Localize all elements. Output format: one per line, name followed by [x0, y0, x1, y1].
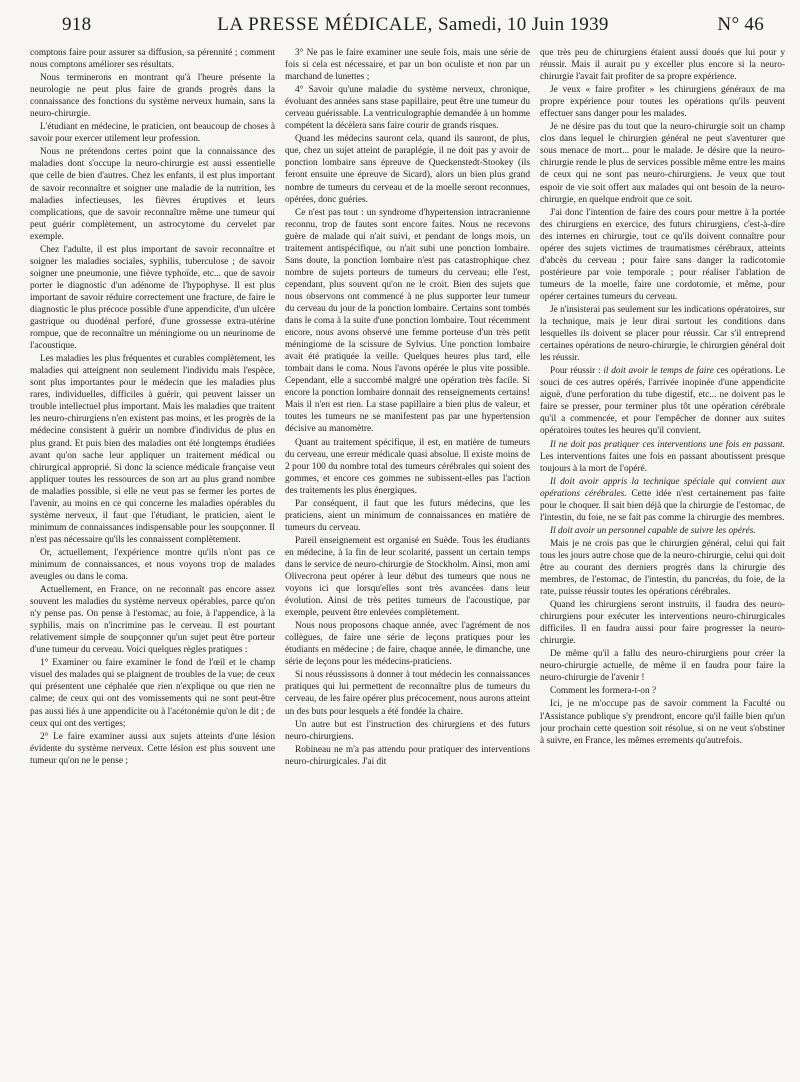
paragraph-text: J'ai donc l'intention de faire des cours pour mettre à la portée des chirurgiens en exercice, des futurs chirurgiens, c'est-à-dire des internes en chirurgie, tout ce qu'ils doivent connaître pour opérer des sujets victimes de traumatismes cérébraux, atteints d'abcès du cerveau ; pour faire sans danger la radicotomie postérieure par voie temporale ; pour réaliser l'ablation de tumeurs de la moelle, faire une cordotomie, et même, pour opérer certaines tumeurs du cerveau.	[540, 207, 785, 302]
paragraph	[30, 657, 275, 729]
paragraph	[540, 476, 785, 524]
masthead	[62, 14, 764, 36]
paragraph	[285, 535, 530, 619]
paragraph-text: Quant au traitement spécifique, il est, en matière de tumeurs du cerveau, une erreur médicale quasi absolue. Il existe moins de 2 pour 100 du nombre total des tumeurs cérébrales qui soient des gommes, et encore ces gommes ne subissent-elles pas l'action des traitements les plus énergiques.	[285, 437, 530, 496]
column-1	[30, 47, 275, 1071]
paragraph-text: Actuellement, en France, on ne reconnaît pas encore assez souvent les maladies du système nerveux opérables, parce qu'on n'y pense pas. On pense à l'estomac, au foie, à l'appendice, à la syphilis, mais on n'incrimine pas le cerveau. Il est pourtant relativement simple de soupçonner qu'un sujet peut être porteur d'une tumeur du cerveau. Voici quelques règles pratiques :	[30, 585, 275, 656]
paragraph	[540, 84, 785, 120]
emphasis-text: Il doit avoir un personnel capable de suivre les opérés.	[550, 525, 756, 536]
paragraph	[540, 525, 785, 537]
paragraph	[540, 121, 785, 205]
paragraph-text: Quand les chirurgiens seront instruits, il faudra des neuro-chirurgiens pour exécuter les interventions neuro-chirurgicales difficiles. Il en faudra aussi pour faire progresser la neuro-chirurgie.	[540, 600, 785, 647]
paragraph-text: De même qu'il a fallu des neuro-chirurgiens pour créer la neuro-chirurgie actuelle, de même il en faudra pour faire la neuro-chirurgie de l'avenir !	[540, 649, 785, 684]
paragraph	[540, 648, 785, 684]
paragraph-text: Si nous réussissons à donner à tout médecin les connaissances pratiques qui lui permettent de reconnaître plus de tumeurs du cerveau, de les faire opérer plus précocement, nous aurons atteint un des buts pour lesquels a été fondée la chaire.	[285, 670, 530, 717]
paragraph	[540, 439, 785, 475]
paragraph	[540, 365, 785, 437]
paragraph-text-continued: ces opérations. Le souci de ces autres opérés, l'arrivée inopinée d'une appendicite aiguë, d'une perforation du tube digestif, etc... ne doivent pas le faire se presser, pour terminer plus tôt une opération cérébrale qu'il a commencée, et pour l'empêcher de donner aux suites opératoires toutes les heures qu'il convient.	[540, 366, 785, 437]
paragraph	[540, 685, 785, 697]
paragraph-text: Ce n'est pas tout : un syndrome d'hypertension intracranienne reconnu, trop de fautes sont encore faites. Nous ne recevons guère de malade qui n'ait suivi, et pendant de longs mois, un traitement antispécifique, ou n'ait subi une ponction lombaire. Sans doute, la ponction lombaire n'est pas catastrophique chez nombre de sujets porteurs de tumeurs du cerveau; elle l'est, cependant, plus souvent qu'on ne le croit. Bien des sujets que nous observons ont commencé à ne plus supporter leur tumeur du cerveau du jour de la ponction lombaire. Certains sont tombés dans le coma à la suite d'une ponction lombaire. Tout récemment encore, nous avons observé une femme porteuse d'un très petit méningiome de la scissure de Sylvius. Une ponction lombaire avait été pratiquée la veille. Quelques heures plus tard, elle tombait dans le coma. Nous l'avons opérée le plus vite possible. Cependant, elle a succombé malgré une opération très facile. Si encore la ponction lombaire donnait des renseignements certains! Mais il n'en est rien. La stase papillaire a bien plus de valeur, et toutes les tumeurs ne se manifestent pas par une hypertension décisive au manomètre.	[285, 207, 530, 435]
paragraph-text: que très peu de chirurgiens étaient aussi doués que lui pour y réussir. Mais il aurait pu y exceller plus encore si la neuro-chirurgie l'avait fait profiter de sa propre expérience.	[540, 48, 785, 83]
paragraph-text: Nous nous proposons chaque année, avec l'agrément de nos collègues, de faire une série de leçons pratiques pour les étudiants en médecine ; de faire, chaque année, le dimanche, une série de leçons pour les médecins-praticiens.	[285, 621, 530, 668]
paragraph	[285, 133, 530, 205]
paragraph	[30, 244, 275, 352]
paragraph	[30, 121, 275, 145]
paragraph	[285, 669, 530, 717]
paragraph	[285, 719, 530, 743]
paragraph-text: Chez l'adulte, il est plus important de savoir reconnaître et soigner les maladies sociales, syphilis, tuberculose ; de savoir soigner une pneumonie, une fièvre typhoïde, etc... que de savoir porter le diagnostic d'un adénome de l'hypophyse. Il est plus important de savoir réduire correctement une fracture, de faire le diagnostic le plus précoce possible d'une appendicite, d'un ulcère gastrique ou duodénal perforé, d'une grossesse extra-utérine rompue, que de reconnaître un méningiome ou un neurinome de l'acoustique.	[30, 244, 275, 352]
paragraph	[540, 207, 785, 303]
page-number: 918	[62, 14, 92, 35]
paragraph-text: Pareil enseignement est organisé en Suède. Tous les étudiants en médecine, à la fin de leur scolarité, passent un certain temps dans le service de neuro-chirurgie de Stockholm. Ainsi, mon ami Olivecrona peut opérer à leur début des tumeurs que nous ne voyons ici que lorsqu'elles sont très avancées dans leur évolution. Ainsi de très petites tumeurs de l'acoustique, par exemple, peuvent être enlevées complètement.	[285, 535, 530, 619]
paragraph	[30, 72, 275, 120]
paragraph-text: 3° Ne pas le faire examiner une seule fois, mais une série de fois si cela est nécessaire, et par un bon oculiste et non par un marchand de lunettes ;	[285, 48, 530, 83]
paragraph	[30, 547, 275, 583]
paragraph	[30, 584, 275, 656]
paragraph-text-continued: Les interventions faites une fois en passant aboutissent presque toujours à la mort de l'opéré.	[540, 451, 785, 474]
journal-title: LA PRESSE MÉDICALE,	[217, 14, 433, 35]
emphasis-text: Il ne doit pas pratiquer ces interventions une fois en passant.	[550, 439, 785, 450]
emphasis-text: Il doit avoir appris la technique spéciale qui convient aux opérations cérébrales.	[540, 476, 785, 499]
paragraph	[285, 744, 530, 768]
paragraph-text: Quand les médecins sauront cela, quand ils sauront, de plus, que, chez un sujet atteint de paraplégie, il ne doit pas y avoir de ponction lombaire sans épreuve de Queckenstedt-Stookey (ils feront ensuite une épreuve de Sicard), alors un bien plus grand nombre de tumeurs du cerveau et de la moelle seront reconnues, opérées, donc guéries.	[285, 134, 530, 205]
paragraph-text: Nous ne prétendons certes point que la connaissance des maladies dont s'occupe la neuro-chirurgie est aussi essentielle que celle de bien d'autres. Chez les enfants, il est plus important de savoir reconnaître et soigner une maladie de la nutrition, les maladies infectieuses, les fièvres éruptives et leurs complications, que de savoir reconnaître même une tumeur qui peut guérir complètement, un astrocytome du cervelet par exemple.	[30, 147, 275, 242]
paragraph-text: Ici, je ne m'occupe pas de savoir comment la Faculté ou l'Assistance publique s'y prendront, encore qu'il faille bien qu'un jour prochain cette question soit résolue, si on ne veut s'obstiner à suivre, en France, les mêmes errements qu'autrefois.	[540, 699, 785, 746]
paragraph-text: Je n'insisterai pas seulement sur les indications opératoires, sur la technique, mais je leur dirai surtout les conditions dans lesquelles ils doivent se placer pour réussir. Car s'il entreprend certaines opérations de neuro-chirurgie, le chirurgien général doit les réussir.	[540, 304, 785, 364]
column-3	[540, 47, 785, 1071]
paragraph	[30, 353, 275, 546]
paragraph	[285, 620, 530, 668]
paragraph-text: Mais je ne crois pas que le chirurgien général, celui qui fait tous les jours autre chose que de la neuro-chirurgie, celui qui doit être au courant des derniers progrès dans la chirurgie des membres, de l'estomac, de l'intestin, du pancréas, du foie, de la rate, puisse réussir toutes les opérations cérébrales.	[540, 538, 785, 598]
paragraph-text: Par conséquent, il faut que les futurs médecins, que les praticiens, aient un minimum de connaissances en matière de tumeurs du cerveau.	[285, 498, 530, 533]
paragraph	[540, 47, 785, 83]
paragraph	[540, 538, 785, 598]
paragraph	[540, 599, 785, 647]
paragraph-text: Un autre but est l'instruction des chirurgiens et des futurs neuro-chirurgiens.	[285, 719, 530, 742]
article-body	[30, 47, 786, 1071]
paragraph	[285, 437, 530, 497]
paragraph	[540, 698, 785, 746]
paragraph-text: Robineau ne m'a pas attendu pour pratiquer des interventions neuro-chirurgicales. J'ai dit	[285, 744, 530, 767]
paragraph-text: 2° Le faire examiner aussi aux sujets atteints d'une lésion évidente du système nerveux. Cette lésion est plus souvent une tumeur qu'on ne le pense ;	[30, 731, 275, 766]
paragraph	[285, 84, 530, 132]
issue-number: N° 46	[717, 14, 764, 35]
paragraph-text-continued: Cette idée n'est certainement pas faite pour le choquer. Il sait bien déjà que la chirurgie de l'estomac, de l'intestin, du foie, ne se fait pas comme la chirurgie des membres.	[540, 488, 785, 523]
paragraph-text: Nous terminerons en montrant qu'à l'heure présente la neurologie ne peut plus faire de grands progrès dans la connaissance des fonctions du système nerveux humain, sans la neuro-chirurgie.	[30, 73, 275, 120]
paragraph-text: L'étudiant en médecine, le praticien, ont beaucoup de choses à savoir pour exercer utilement leur profession.	[30, 122, 275, 145]
paragraph-text: Pour réussir :	[550, 366, 604, 377]
issue-date: Samedi, 10 Juin 1939	[438, 14, 609, 35]
paragraph-text: Les maladies les plus fréquentes et curables complètement, les maladies qui atteignent non seulement l'individu mais l'espèce, sont plus importantes pour le médecin que les maladies plus rares, individuelles, difficiles à guérir, qui peuvent laisser un trouble intellectuel plus important. Mais les maladies que traitent les neuro-chirurgiens n'en existent pas moins, et les progrès de la médecine consistent à guérir un nombre d'individus de plus en plus grand. Et puis bien des maladies ont été longtemps étudiées avant qu'on sache leur appliquer un traitement médical ou chirurgical approprié. Si donc la science médicale française veut appliquer toutes les ressources de son art au plus grand nombre de maladies possible, si elle ne veut pas se fermer les portes de l'avenir, au moins en ce qui concerne les maladies opérables du système nerveux, il faut que l'étudiant, le praticien, aient le minimum de connaissances indispensable pour les soupçonner. Il n'est pas nécessaire qu'ils les connaissent complètement.	[30, 354, 275, 545]
emphasis-text: il doit avoir le temps de faire	[603, 366, 714, 377]
paragraph	[540, 304, 785, 364]
paragraph	[30, 47, 275, 71]
paragraph-text: 4° Savoir qu'une maladie du système nerveux, chronique, évoluant des années sans stase papillaire, peut être une tumeur du cerveau guérissable. La ventriculographie demandée à un homme compétent la décèlera sans faire courir de grands risques.	[285, 85, 530, 132]
column-2	[285, 47, 530, 1071]
paragraph	[285, 207, 530, 436]
paragraph-text: Or, actuellement, l'expérience montre qu'ils n'ont pas ce minimum de connaissances, et nous voyons trop de malades aveugles ou dans le coma.	[30, 547, 275, 583]
page-header	[62, 14, 764, 42]
paragraph	[285, 498, 530, 534]
paragraph-text: Comment les formera-t-on ?	[550, 686, 657, 697]
paragraph-text: comptons faire pour assurer sa diffusion, sa pérennité ; comment nous comptons améliorer ses résultats.	[30, 48, 275, 71]
paragraph-text: Je veux « faire profiter » les chirurgiens généraux de ma propre expérience pour toutes les opérations qu'ils peuvent effectuer sans danger pour les malades.	[540, 85, 785, 120]
paragraph-text: 1° Examiner ou faire examiner le fond de l'œil et le champ visuel des malades qui se plaignent de troubles de la vue; de ceux qui présentent une céphalée que rien n'explique ou que rien ne calme; de ceux qui ont des vomissements qui ne sont peut-être pas aussi liés à une appendicite ou à l'acétonémie qu'on le dit ; de ceux qui ont des vertiges;	[30, 658, 275, 729]
paragraph-text: Je ne désire pas du tout que la neuro-chirurgie soit un champ clos dans lequel le chirurgien général ne peut s'aventurer que sous menace de mort... pour le malade. Je désire que la neuro-chirurgie rende le plus de services possible même entre les mains de ceux qui ne sont pas neuro-chirurgiens. Je veux que tout espoir de vie soit offert aux malades qui ont besoin de la neuro-chirurgie, en quelque endroit que ce soit.	[540, 122, 785, 205]
paragraph	[285, 47, 530, 83]
paragraph	[30, 731, 275, 767]
paragraph	[30, 146, 275, 242]
